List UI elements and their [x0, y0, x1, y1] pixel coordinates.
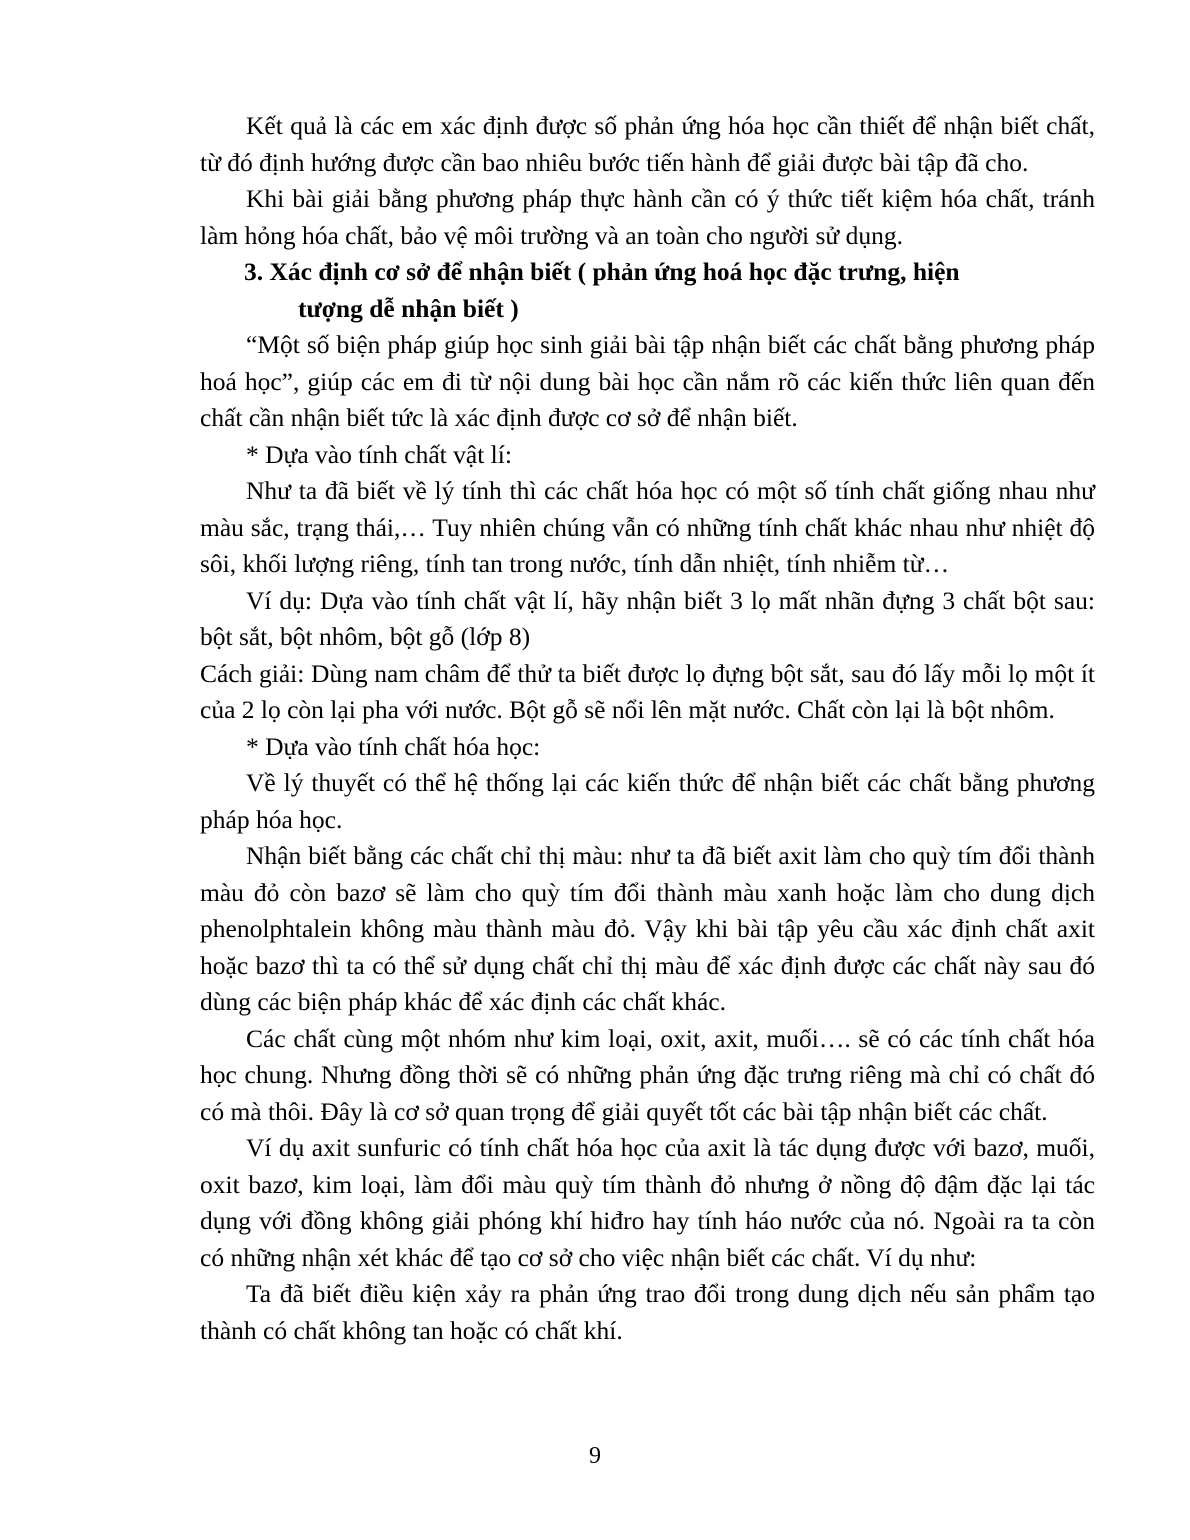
- paragraph-practice-note: Khi bài giải bằng phương pháp thực hành cần có ý thức tiết kiệm hóa chất, tránh làm hỏng hóa chất, bảo vệ môi trường và an toàn cho người sử dụng.: [200, 184, 1095, 250]
- paragraph-indicators: Nhận biết bằng các chất chỉ thị màu: như ta đã biết axit làm cho quỳ tím đổi thành màu đỏ còn bazơ sẽ làm cho quỳ tím đổi thành màu xanh hoặc làm cho dung dịch phenolphtalein không màu thành màu đỏ. Vậy khi bài tập yêu cầu xác định chất axit hoặc bazơ thì ta có thể sử dụng chất chỉ thị màu để xác định được các chất này sau đó dùng các biện pháp khác để xác định các chất khác.: [200, 841, 1095, 1016]
- paragraph-solution-physical: Cách giải: Dùng nam châm để thử ta biết được lọ đựng bột sắt, sau đó lấy mỗi lọ một ít của 2 lọ còn lại pha với nước. Bột gỗ sẽ nổi lên mặt nước. Chất còn lại là bột nhôm.: [200, 658, 1095, 724]
- page-number: 9: [589, 1443, 601, 1469]
- document-body: [200, 108, 1095, 1349]
- paragraph-result-summary: Kết quả là các em xác định được số phản ứng hóa học cần thiết để nhận biết chất, từ đó định hướng được cần bao nhiêu bước tiến hành để giải được bài tập đã cho.: [200, 111, 1095, 177]
- paragraph-chemical-properties-label: * Dựa vào tính chất hóa học:: [246, 731, 541, 761]
- paragraph-example-sulfuric: Ví dụ axit sunfuric có tính chất hóa học của axit là tác dụng được với bazơ, muối, oxit bazơ, kim loại, làm đổi màu quỳ tím thành đỏ nhưng ở nồng độ đậm đặc lại tác dụng với đồng không giải phóng khí hiđro hay tính háo nước của nó. Ngoài ra ta còn có những nhận xét khác để tạo cơ sở cho việc nhận biết các chất. Ví dụ như:: [200, 1133, 1095, 1272]
- paragraph-quote-measures: “Một số biện pháp giúp học sinh giải bài tập nhận biết các chất bằng phương pháp hoá học”, giúp các em đi từ nội dung bài học cần nắm rõ các kiến thức liên quan đến chất cần nhận biết tức là xác định được cơ sở để nhận biết.: [200, 330, 1095, 432]
- section-heading-3-line1: 3. Xác định cơ sở để nhận biết ( phản ứng hoá học đặc trưng, hiện: [244, 257, 960, 286]
- paragraph-groups: Các chất cùng một nhóm như kim loại, oxit, axit, muối…. sẽ có các tính chất hóa học chung. Nhưng đồng thời sẽ có những phản ứng đặc trưng riêng mà chỉ có chất đó có mà thôi. Đây là cơ sở quan trọng để giải quyết tốt các bài tập nhận biết các chất.: [200, 1023, 1095, 1126]
- paragraph-exchange-reaction: Ta đã biết điều kiện xảy ra phản ứng trao đổi trong dung dịch nếu sản phẩm tạo thành có chất không tan hoặc có chất khí.: [200, 1279, 1095, 1345]
- paragraph-example-physical: Ví dụ: Dựa vào tính chất vật lí, hãy nhận biết 3 lọ mất nhãn đựng 3 chất bột sau: bột sắt, bột nhôm, bột gỗ (lớp 8): [200, 585, 1095, 651]
- paragraph-physical-properties-label: * Dựa vào tính chất vật lí:: [246, 439, 512, 469]
- paragraph-chemical-theory: Về lý thuyết có thể hệ thống lại các kiến thức để nhận biết các chất bằng phương pháp hóa học.: [200, 768, 1095, 834]
- section-heading-3-line2: tượng dễ nhận biết ): [298, 293, 519, 323]
- paragraph-physical-properties-body: Như ta đã biết về lý tính thì các chất hóa học có một số tính chất giống nhau như màu sắc, trạng thái,… Tuy nhiên chúng vẫn có những tính chất khác nhau như nhiệt độ sôi, khối lượng riêng, tính tan trong nước, tính dẫn nhiệt, tính nhiễm từ…: [200, 476, 1095, 578]
